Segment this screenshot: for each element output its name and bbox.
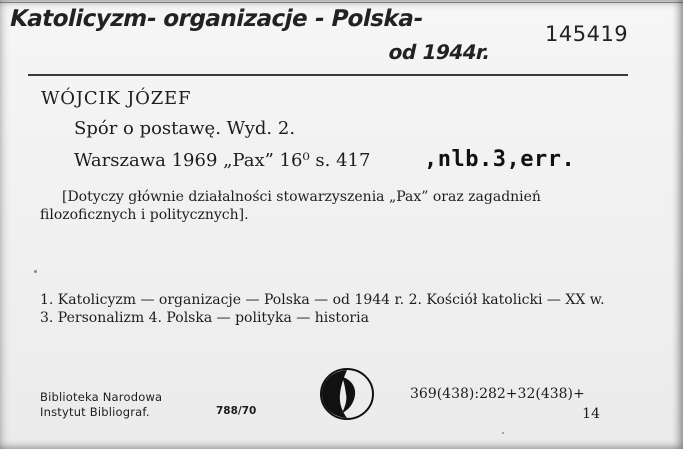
paper-speck	[34, 270, 37, 273]
typed-stamp: ,nlb.3,err.	[424, 147, 576, 172]
handwritten-subject-line1: Katolicyzm- organizacje - Polska-	[7, 6, 426, 32]
library-imprint	[40, 390, 162, 420]
library-name: Biblioteka Narodowa	[40, 390, 163, 404]
paper-speck	[502, 432, 504, 434]
content-note: [Dotyczy głównie działalności stowarzyszenia „Pax” oraz zagadnień filozoficznych i politycznych].	[40, 189, 541, 223]
header-rule	[28, 74, 628, 76]
classification-number	[410, 384, 600, 424]
card-number: 145419	[545, 22, 629, 46]
imprint-line: Warszawa 1969 „Pax” 16⁰ s. 417	[74, 150, 371, 171]
institute-name: Instytut Bibliograf.	[40, 405, 150, 419]
udc-line2: 14	[582, 406, 600, 422]
top-edge-line	[0, 2, 683, 3]
author-heading: WÓJCIK JÓZEF	[41, 88, 192, 109]
handwritten-subject-line2: od 1944r.	[386, 40, 493, 64]
subject-headings: 1. Katolicyzm — organizacje — Polska — od 1944 r. 2. Kościół katolicki — XX w. 3. Personalizm 4. Polska — polityka — historia	[40, 292, 605, 326]
library-logo-icon	[318, 367, 378, 421]
book-title: Spór o postawę. Wyd. 2.	[74, 118, 296, 139]
udc-line1: 369(438):282+32(438)+	[410, 386, 585, 402]
print-code: 788/70	[216, 405, 257, 417]
